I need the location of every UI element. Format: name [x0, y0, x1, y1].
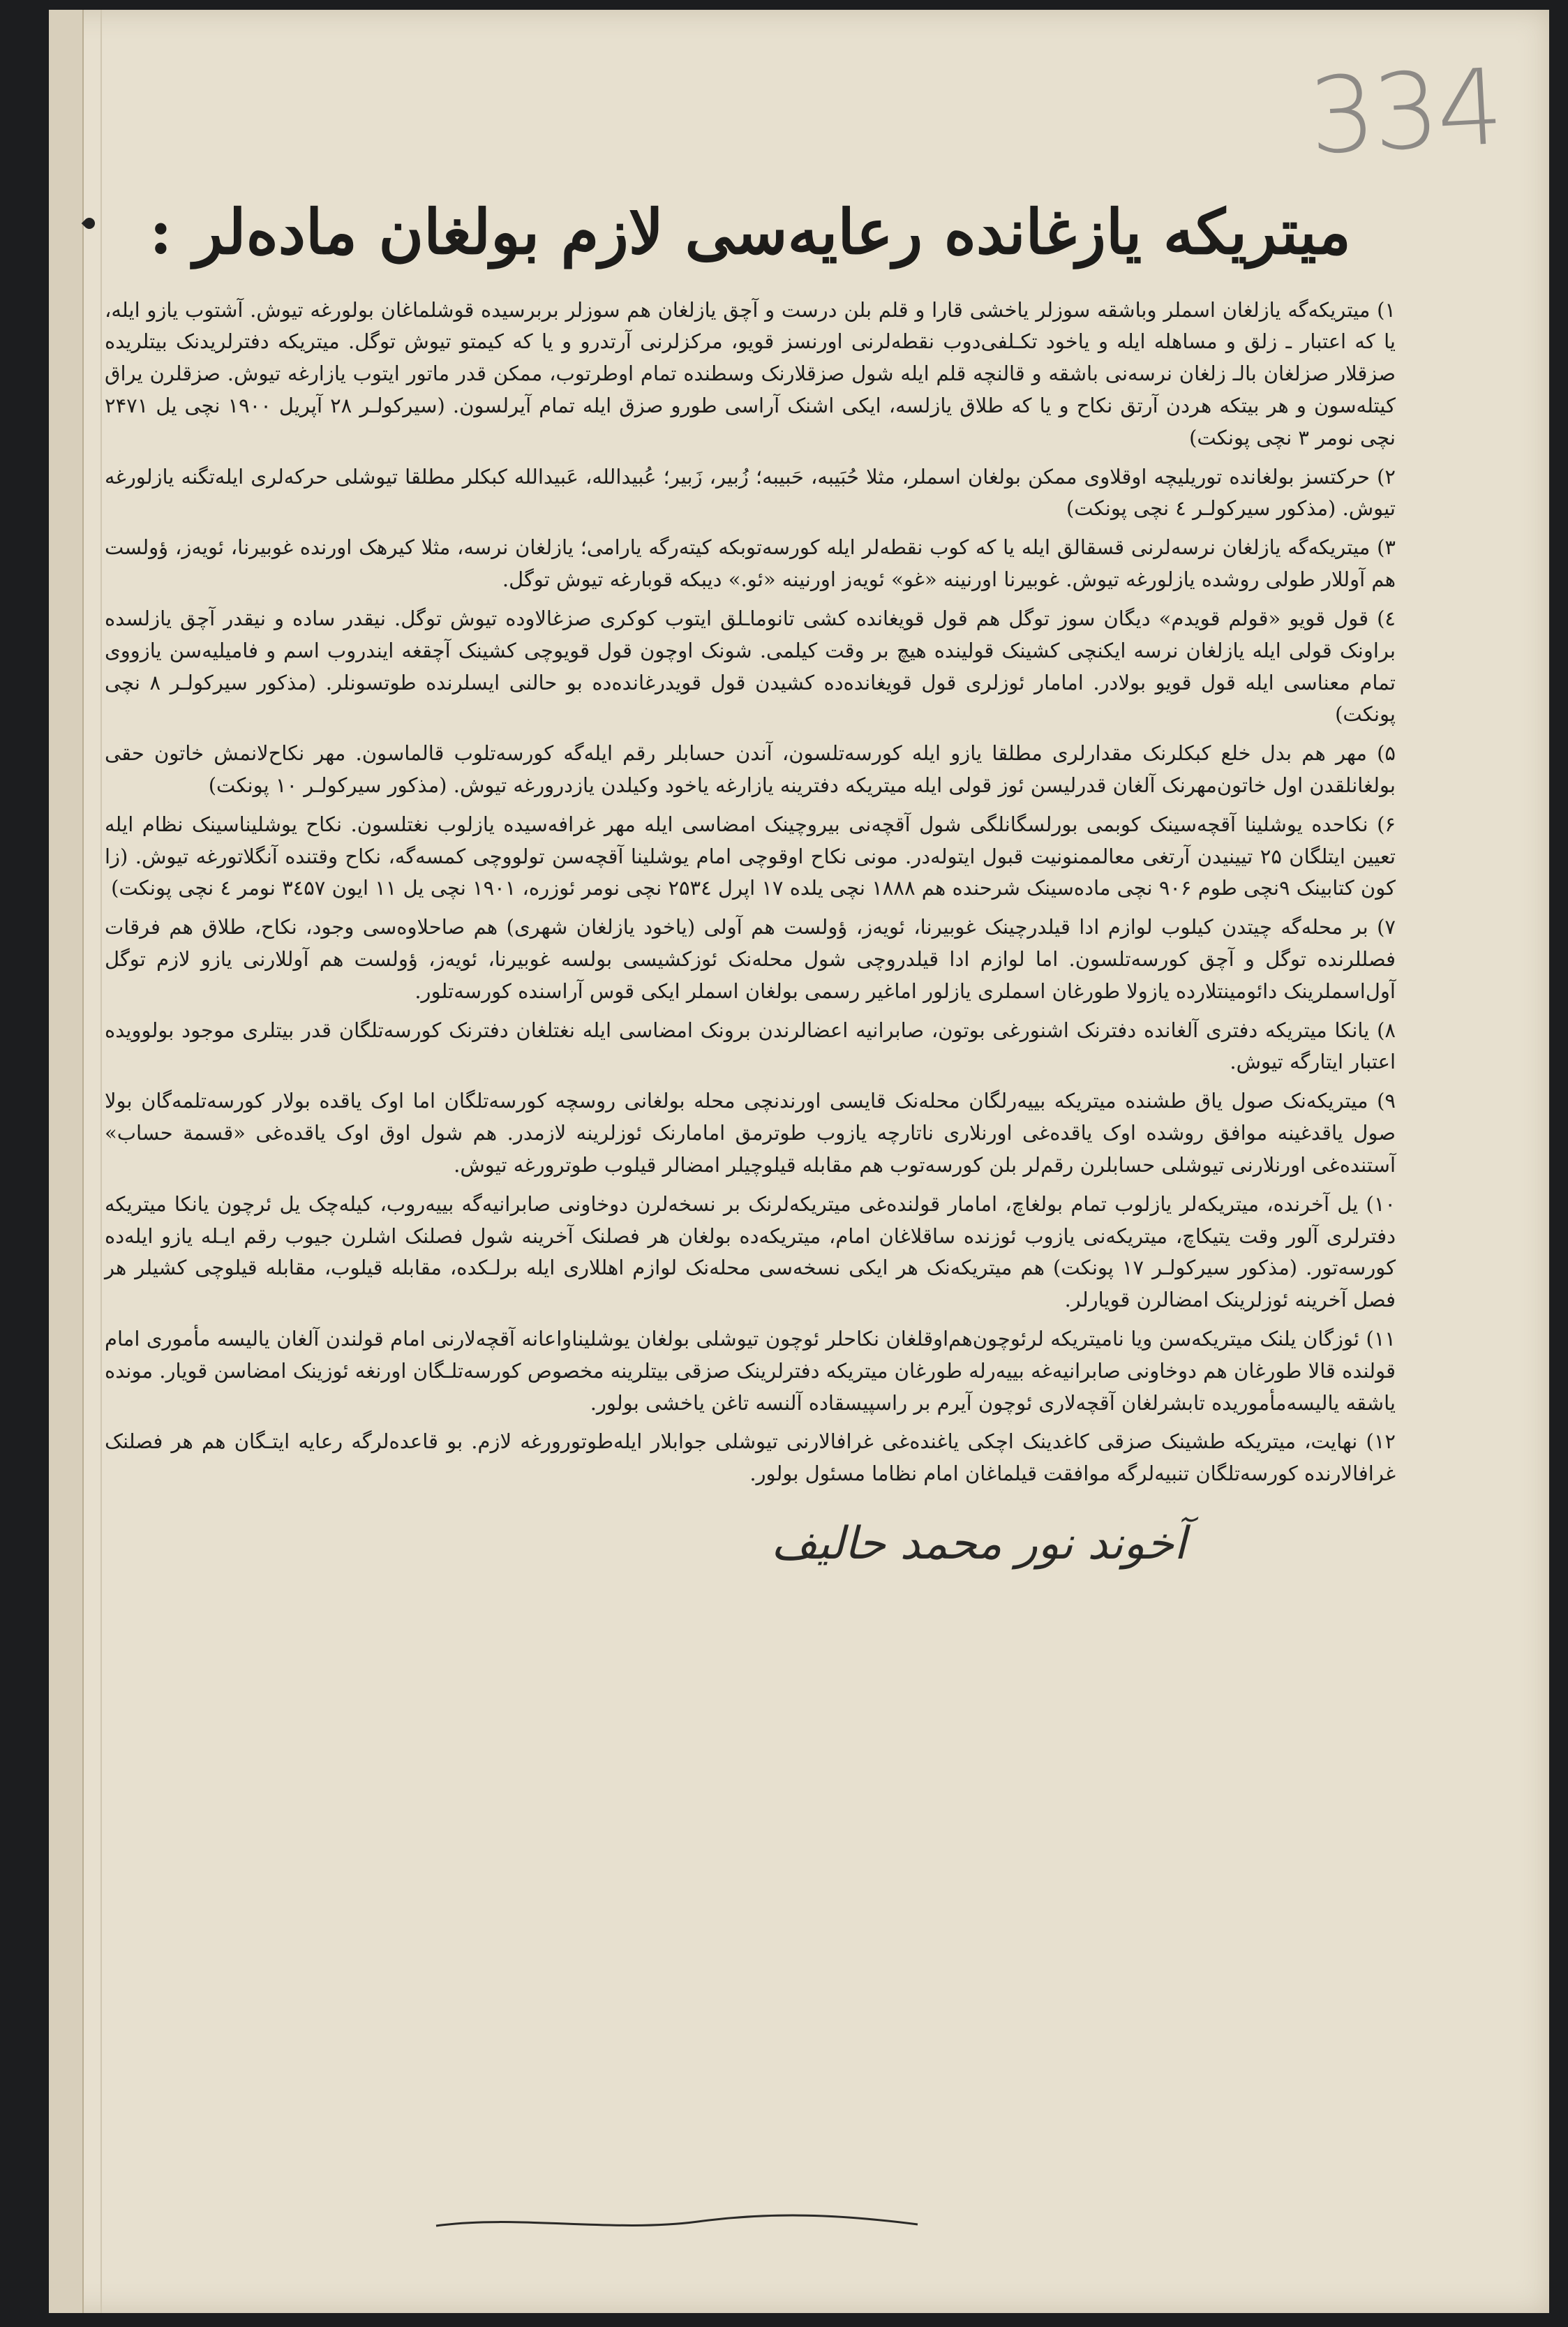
- rule-item-1: ۱) میتریکه‌گه یازلغان اسملر وباشقه سوزلر یاخشی قارا و قلم بلن درست و آچق یازلغان هم سوزلر بربرسیده قوشلماغان بولورغه تیوش. آشتوب یازو ایله، یا که اعتبار ـ زلق و مساهله ایله و یاخود تکـلفی‌دوب نقطه‌لرنی اورنسز قویو، مرکزلرنی آرتدرو و یا که کیمتو تیوش توگل. میتریکه دفترلریدنک بیتلریده صزقلار صزلغان بالـ زلغان نرسه‌نی باشقه و قالنچه قلم ایله شول صزقلارنک وسطنده تمام اوطرتوب، ممکن قدر ماتور ایتوب یازارغه تیوش. صزقلرن یراق کیتله‌سون و هر بیتکه هردن آرتق نکاح و یا که طلاق یازلسه، ایکی اشنک آراسی طورو صزق ایله تمام آیرلسون. (سیرکولـر ۲۸ آپریل ۱۹۰۰ نچی یل ۲۴۷۱ نچی نومر ۳ نچی پونکت): [105, 297, 1396, 449]
- rule-item-11: ۱۱) ئوزگان یلنک میتریکه‌سن ویا نامیتریکه لرئوچون‌هم‌اوقلغان نکاحلر ئوچون تیوشلی بولغان یوشلیناواعانه آقچه‌لارنی امام قولندن آلغان یالیسه مأموری امام قولنده قالا طورغان هم دوخاونی صابرانیه‌غه بییه‌رله طورغان میتریکه دفترلرینک صزقی بیتلرینه مخصوص کورسه‌تلـگان اورنغه ئوزینک امضاسن قویار. مونده یاشقه یالیسه‌مأموریده تابشرلغان آقچه‌لاری ئوچون آیرم بر راسپیسقاده آلنسه تاغن یاخشی بولور.: [105, 1326, 1396, 1415]
- rule-item-6: ۶) نکاحده یوشلینا آقچه‌سینک کوبمی بورلسگانلگی شول آقچه‌نی بیروچینک امضاسی ایله مهر غرافه‌سیده یازلوب نغتلسون. نکاح یوشلیناسینک نظام ایله تعیین ایتلگان ۲۵ تیینیدن آرتغی معالممنونیت قبول ایتوله‌در. مونی نکاح اوقوچی امام یوشلینا آقچه‌سن تولووچی کمسه‌گه، نکاح وقتنده آنگلاتورغه تیوش. (زا کون کتابینک ۹نچی طوم ۹۰۶ نچی ماده‌سینک شرحنده هم ۱۸۸۸ نچی یلده ۱۷ اپرل ۲۵۳٤ نچی نومر ئوزره، ۱۹۰۱ نچی یل ۱۱ ایون ۳٤۵۷ نومر ٤ نچی پونکت): [105, 812, 1396, 900]
- document-body: [105, 195, 1396, 1570]
- document-title: میتریکه یازغانده رعایه‌سی لازم بولغان ماده‌لر :: [149, 195, 1351, 268]
- rule-item-12: ۱۲) نهایت، میتریکه طشینک صزقی کاغدینک اچکی یاغنده‌غی غرافالارنی تیوشلی جوابلار ایله‌طوتورورغه لازم. بو قاعده‌لرگه رعایه ایتـگان هم هر فصلنک غرافالارنده کورسه‌تلگان تنبیه‌لرگه موافقت قیلماغان امام نظاما مسئول بولور.: [105, 1429, 1396, 1486]
- folio-number: 334: [1306, 46, 1504, 179]
- signature: آخوند نور محمد حالیف: [771, 1518, 1186, 1570]
- rule-item-8: ۸) یانکا میتریکه دفتری آلغانده دفترنک اشنورغی بوتون، صابرانیه اعضالرندن برونک امضاسی ایله نغتلغان دفترنک کورسه‌تلگان قدر بیتلری موجود بولوویده اعتبار ایتارگه تیوش.: [105, 1018, 1396, 1074]
- binding-edge: [49, 10, 84, 2313]
- rule-item-3: ۳) میتریکه‌گه یازلغان نرسه‌لرنی قسقالق ایله یا که کوب نقطه‌لر ایله کورسه‌توبکه کیته‌رگه یارامی؛ یازلغان نرسه، مثلا کیرهک اورنده غوبیرنا، ئویه‌ز، ؤولست هم آوللار طولی روشده یازلورغه تیوش. غوبیرنا اورنینه «غو» ئویه‌ز اورنینه «ئو.» دیبکه قوبارغه تیوش توگل.: [105, 535, 1396, 592]
- rule-item-4: ٤) قول قویو «قولم قویدم» دیگان سوز توگل هم قول قویغانده کشی تانوماـلق ایتوب کوکری صزغالاوده تیوش توگل. نیقدر ساده و نیقدر آچق یازلسده براونک قولی ایله یازلغان نرسه ایکنچی کشینک قولینده هیچ بر وقت کیلمی. شونک اوچون قول قویوچی کشینک آچقغه ایندروب اسم و فامیلیه‌سن یازووی تمام معناسی ایله قول قویو بولادر. امامار ئوزلری قول قویغانده‌ده کشیدن قول قویدرغانده‌ده بو حالنی ایسلرنده طوتسونلر. (مذکور سیرکولـر ۸ نچی پونکت): [105, 606, 1396, 727]
- ink-mark: [82, 216, 98, 232]
- signature-flourish: [433, 2209, 921, 2234]
- rule-item-7: ۷) بر محله‌گه چیتدن کیلوب لوازم ادا قیلدرچینک غوبیرنا، ئویه‌ز، ؤولست هم آولی (یاخود یازلغان شهری) هم صاحلاوه‌سی وجود، نکاح، طلاق هم فرقات فصللرنده توگل و آچق کورسه‌تلسون. اما لوازم ادا قیلدروچی شول محله‌نک ئوزکشیسی بولسه غوبیرنا، ئویه‌ز، ؤولست هم آوللارنی یازو لازم توگل آول‌اسملرینک دائومینتلارده یازولا طورغان اسملری یازلور اماغیر رسمی بولغان اسملر ایکی قوس آراسنده کورسه‌تلور.: [105, 915, 1396, 1003]
- rule-item-2: ۲) حرکتسز بولغانده توریلیچه اوقلاوی ممکن بولغان اسملر، مثلا حُبَیبه، حَبیبه؛ زُبیر، زَبیر؛ عُبیدالله، عَبیدالله کبکلر مطلقا تیوشلی حرکه‌لری ایله‌تگنه یازلورغه تیوش. (مذکور سیرکولـر ٤ نچی پونکت): [105, 464, 1396, 521]
- rule-item-9: ۹) میتریکه‌نک صول یاق طشنده میتریکه بییه‌رلگان محله‌نک قایسی اورندنچی محله بولغانی روسچه کورسه‌تلگان اما اوک یاقده بولار کورسه‌تلمه‌گان بولا صول یاقدغینه موافق روشده اوک یاقده‌غی اورنلاری ناتارچه یازوب طوترمق امامارنک ئوزلرینه لازمدر. هم شول اوق اوک یاقده‌غی «قسمة حساب» آستنده‌غی اورنلارنی تیوشلی حسابلرن رقم‌لر بلن کورسه‌توب هم مقابله قیلوچیلر امضالر قیلوب طوترورغه تیوش.: [105, 1089, 1396, 1177]
- margin-line: [100, 10, 102, 2313]
- rule-item-5: ۵) مهر هم بدل خلع کبکلرنک مقدارلری مطلقا یازو ایله کورسه‌تلسون، آندن حسابلر رقم ایله‌گه کورسه‌تلوب قالماسون. مهر نکاح‌لانمش خاتون حقی بولغانلقدن اول خاتون‌مهرنک آلغان قدرلیسن ئوز قولی ایله میتریکه دفترینه یازارغه یاخود وکیلدن یازدرورغه تیوش. (مذکور سیرکولـر ۱۰ پونکت): [105, 741, 1396, 797]
- rule-item-10: ۱۰) یل آخرنده، میتریکه‌لر یازلوب تمام بولغاچ، امامار قولنده‌غی میتریکه‌لرنک بر نسخه‌لرن دوخاونی صابرانیه‌گه بییه‌روب، کیله‌چک یل ئرچون یانکا میتریکه دفترلری آلور وقت یتیکاچ، میتریکه‌نی یازوب ئوزنده ساقلاغان امام، میتریکه‌ده بولغان هر فصلنک آخرینه شول فصلنک اشلرن جیوب رقم ایـله یازو ایله‌ده کورسه‌تور. (مذکور سیرکولـر ۱۷ پونکت) هم میتریکه‌نک هر ایکی نسخه‌سی محله‌نک لوازم اهللاری ایله برلـکده، مقابله قیلوب، مقابله قیلوچی کشیلر هر فصل آخرینه ئوزلرینک امضالرن قویارلر.: [105, 1191, 1396, 1312]
